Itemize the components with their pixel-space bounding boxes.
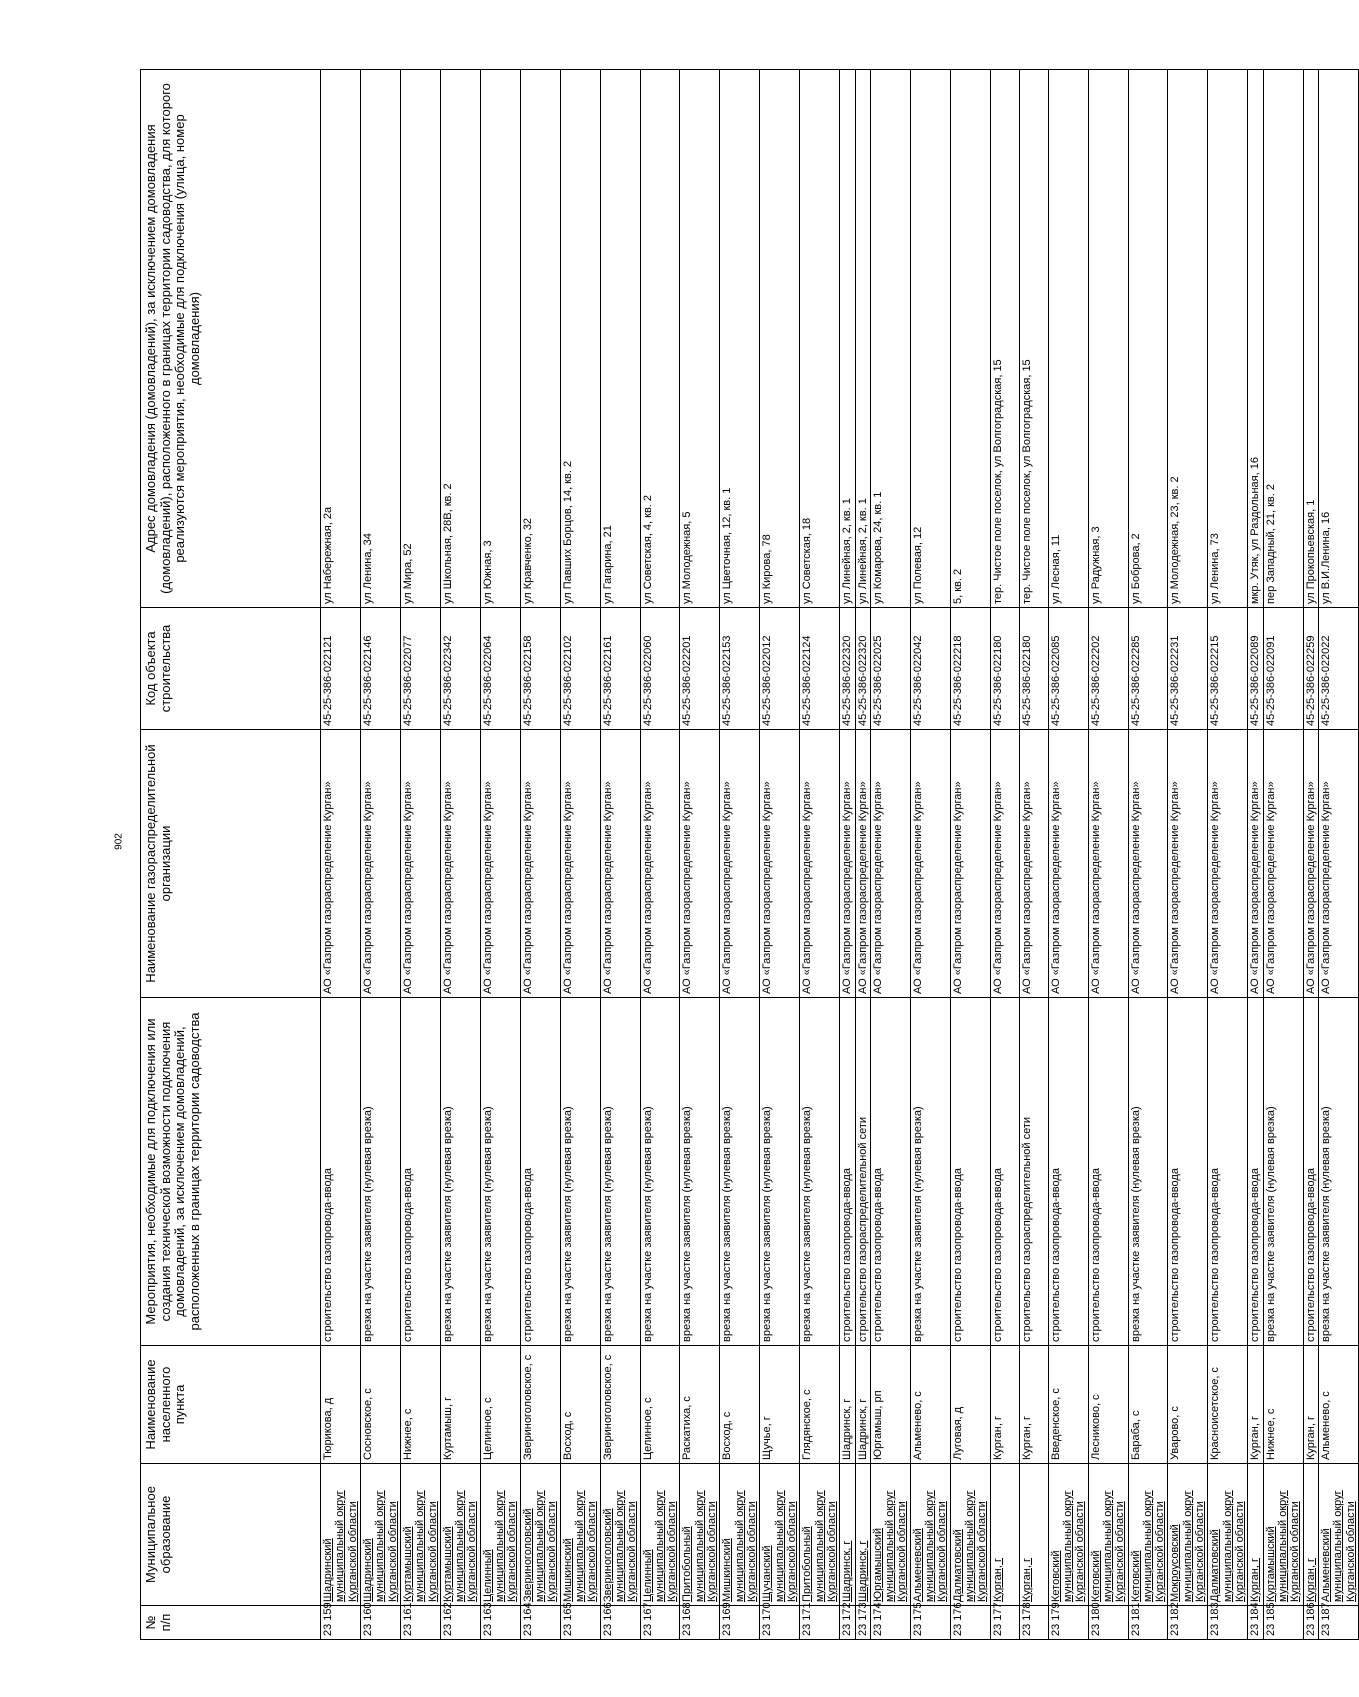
address-cell: тер. Чистое поле поселок, ул Волгоградская, 15 bbox=[1019, 70, 1048, 608]
row-number-cell: 23 165 bbox=[560, 1606, 600, 1640]
code-cell: 45-25-386-022231 bbox=[1168, 608, 1208, 730]
code-cell: 45-25-386-022085 bbox=[1048, 608, 1088, 730]
event-cell: строительство газопровода-ввода bbox=[520, 998, 560, 1346]
row-number-cell: 23 172 bbox=[840, 1606, 855, 1640]
event-cell: врезка на участке заявителя (нулевая врезка) bbox=[1263, 998, 1303, 1346]
address-cell: мкр. Утяк, ул Раздольная, 16 bbox=[1248, 70, 1263, 608]
address-cell: ул Гагарина, 21 bbox=[600, 70, 640, 608]
row-number-cell: 23 181 bbox=[1128, 1606, 1168, 1640]
org-cell: АО «Газпром газораспределение Курган» bbox=[800, 730, 840, 998]
code-cell: 45-25-386-022025 bbox=[870, 608, 910, 730]
address-cell: ул Советская, 18 bbox=[800, 70, 840, 608]
code-cell: 45-25-386-022320 bbox=[840, 608, 855, 730]
table-row bbox=[855, 70, 870, 1640]
table-row bbox=[870, 70, 910, 1640]
table-row bbox=[1263, 70, 1303, 1640]
address-cell: ул Молодежная, 23, кв. 2 bbox=[1168, 70, 1208, 608]
row-number-cell: 23 168 bbox=[680, 1606, 720, 1640]
code-cell: 45-25-386-022060 bbox=[640, 608, 680, 730]
address-cell: тер. Чистое поле поселок, ул Волгоградская, 15 bbox=[990, 70, 1019, 608]
row-number-cell: 23 182 bbox=[1168, 1606, 1208, 1640]
code-cell: 45-25-386-022042 bbox=[910, 608, 950, 730]
address-cell: ул Ленина, 73 bbox=[1208, 70, 1248, 608]
row-number-cell: 23 173 bbox=[855, 1606, 870, 1640]
header-settlement: Наименование населенного пункта bbox=[141, 1346, 321, 1464]
code-cell: 45-25-386-022153 bbox=[720, 608, 760, 730]
table-row bbox=[840, 70, 855, 1640]
settlement-cell: Звериноголовское, с bbox=[520, 1346, 560, 1464]
event-cell: врезка на участке заявителя (нулевая врезка) bbox=[680, 998, 720, 1346]
code-cell: 45-25-386-022180 bbox=[1019, 608, 1048, 730]
address-cell: ул Школьная, 28В, кв. 2 bbox=[440, 70, 480, 608]
settlement-cell: Восход, с bbox=[720, 1346, 760, 1464]
municipality-cell: Куртамышский муниципальный округ Курганской области bbox=[400, 1464, 440, 1606]
settlement-cell: Уварово, с bbox=[1168, 1346, 1208, 1464]
event-cell: врезка на участке заявителя (нулевая врезка) bbox=[720, 998, 760, 1346]
header-org: Наименование газораспределительной организации bbox=[141, 730, 321, 998]
event-cell: строительство газопровода-ввода bbox=[1208, 998, 1248, 1346]
address-cell: ул Комарова, 24, кв. 1 bbox=[870, 70, 910, 608]
event-cell: врезка на участке заявителя (нулевая врезка) bbox=[640, 998, 680, 1346]
org-cell: АО «Газпром газораспределение Курган» bbox=[990, 730, 1019, 998]
org-cell: АО «Газпром газораспределение Курган» bbox=[1048, 730, 1088, 998]
municipality-cell: Мокроусовский муниципальный округ Курганской области bbox=[1168, 1464, 1208, 1606]
municipality-cell: Курган, г bbox=[1019, 1464, 1048, 1606]
org-cell: АО «Газпром газораспределение Курган» bbox=[910, 730, 950, 998]
municipality-cell: Целинный муниципальный округ Курганской области bbox=[640, 1464, 680, 1606]
event-cell: строительство газораспределительной сети bbox=[1019, 998, 1048, 1346]
table-row bbox=[1303, 70, 1318, 1640]
address-cell: ул Молодежная, 5 bbox=[680, 70, 720, 608]
settlement-cell: Звериноголовское, с bbox=[600, 1346, 640, 1464]
org-cell: АО «Газпром газораспределение Курган» bbox=[760, 730, 800, 998]
event-cell: врезка на участке заявителя (нулевая врезка) bbox=[440, 998, 480, 1346]
address-cell: ул Боброва, 2 bbox=[1128, 70, 1168, 608]
municipality-cell: Альменевский муниципальный округ Курганской области bbox=[1318, 1464, 1358, 1606]
address-cell: ул Радужная, 3 bbox=[1088, 70, 1128, 608]
event-cell: строительство газопровода-ввода bbox=[1088, 998, 1128, 1346]
settlement-cell: Раскатиха, с bbox=[680, 1346, 720, 1464]
address-cell: 5, кв. 2 bbox=[950, 70, 990, 608]
org-cell: АО «Газпром газораспределение Курган» bbox=[1248, 730, 1263, 998]
municipality-cell: Кетовский муниципальный округ Курганской области bbox=[1128, 1464, 1168, 1606]
table-row bbox=[1248, 70, 1263, 1640]
table-row bbox=[440, 70, 480, 1640]
row-number-cell: 23 171 bbox=[800, 1606, 840, 1640]
org-cell: АО «Газпром газораспределение Курган» bbox=[480, 730, 520, 998]
code-cell: 45-25-386-022158 bbox=[520, 608, 560, 730]
org-cell: АО «Газпром газораспределение Курган» bbox=[855, 730, 870, 998]
event-cell: строительство газораспределительной сети bbox=[855, 998, 870, 1346]
code-cell: 45-25-386-022180 bbox=[990, 608, 1019, 730]
table-row bbox=[520, 70, 560, 1640]
org-cell: АО «Газпром газораспределение Курган» bbox=[1088, 730, 1128, 998]
row-number-cell: 23 162 bbox=[440, 1606, 480, 1640]
row-number-cell: 23 185 bbox=[1263, 1606, 1303, 1640]
row-number-cell: 23 174 bbox=[870, 1606, 910, 1640]
municipality-cell: Щучанский муниципальный округ Курганской области bbox=[760, 1464, 800, 1606]
code-cell: 45-25-386-022285 bbox=[1128, 608, 1168, 730]
table-row bbox=[321, 70, 361, 1640]
code-cell: 45-25-386-022202 bbox=[1088, 608, 1128, 730]
row-number-cell: 23 175 bbox=[910, 1606, 950, 1640]
table-row bbox=[1019, 70, 1048, 1640]
municipality-cell: Целинный муниципальный округ Курганской области bbox=[480, 1464, 520, 1606]
org-cell: АО «Газпром газораспределение Курган» bbox=[440, 730, 480, 998]
page-number: 902 bbox=[113, 833, 125, 850]
header-event: Мероприятия, необходимые для подключения или создания технической возможности подключения домовладений, за исключением домовладений, расположенных в границах территории садоводства bbox=[141, 998, 321, 1346]
row-number-cell: 23 176 bbox=[950, 1606, 990, 1640]
org-cell: АО «Газпром газораспределение Курган» bbox=[360, 730, 400, 998]
event-cell: врезка на участке заявителя (нулевая врезка) bbox=[360, 998, 400, 1346]
code-cell: 45-25-386-022064 bbox=[480, 608, 520, 730]
event-cell: строительство газопровода-ввода bbox=[1248, 998, 1263, 1346]
row-number-cell: 23 170 bbox=[760, 1606, 800, 1640]
address-cell: ул Ленина, 34 bbox=[360, 70, 400, 608]
settlement-cell: Альменево, с bbox=[1318, 1346, 1358, 1464]
code-cell: 45-25-386-022012 bbox=[760, 608, 800, 730]
address-cell: пер Западный, 21, кв. 2 bbox=[1263, 70, 1303, 608]
municipality-cell: Далматовский муниципальный округ Курганской области bbox=[950, 1464, 990, 1606]
table-row bbox=[1318, 70, 1358, 1640]
row-number-cell: 23 177 bbox=[990, 1606, 1019, 1640]
municipality-cell: Кетовский муниципальный округ Курганской области bbox=[1088, 1464, 1128, 1606]
municipality-cell: Юргамышский муниципальный округ Курганской области bbox=[870, 1464, 910, 1606]
table-row bbox=[1128, 70, 1168, 1640]
row-number-cell: 23 169 bbox=[720, 1606, 760, 1640]
settlement-cell: Шадринск, г bbox=[840, 1346, 855, 1464]
table-header-row bbox=[141, 70, 321, 1640]
municipality-cell: Курган, г bbox=[1303, 1464, 1318, 1606]
table-row bbox=[560, 70, 600, 1640]
code-cell: 45-25-386-022146 bbox=[360, 608, 400, 730]
org-cell: АО «Газпром газораспределение Курган» bbox=[1263, 730, 1303, 998]
event-cell: врезка на участке заявителя (нулевая врезка) bbox=[1318, 998, 1358, 1346]
table-body bbox=[321, 70, 1359, 1640]
code-cell: 45-25-386-022102 bbox=[560, 608, 600, 730]
settlement-cell: Целинное, с bbox=[480, 1346, 520, 1464]
address-cell: ул Прокопьевская, 1 bbox=[1303, 70, 1318, 608]
address-cell: ул Линейная, 2, кв. 1 bbox=[855, 70, 870, 608]
code-cell: 45-25-386-022342 bbox=[440, 608, 480, 730]
table-row bbox=[480, 70, 520, 1640]
table-row bbox=[1048, 70, 1088, 1640]
code-cell: 45-25-386-022077 bbox=[400, 608, 440, 730]
address-cell: ул Советская, 4, кв. 2 bbox=[640, 70, 680, 608]
address-cell: ул Южная, 3 bbox=[480, 70, 520, 608]
org-cell: АО «Газпром газораспределение Курган» bbox=[560, 730, 600, 998]
org-cell: АО «Газпром газораспределение Курган» bbox=[1019, 730, 1048, 998]
header-code: Код объекта строительства bbox=[141, 608, 321, 730]
org-cell: АО «Газпром газораспределение Курган» bbox=[870, 730, 910, 998]
table-row bbox=[800, 70, 840, 1640]
code-cell: 45-25-386-022161 bbox=[600, 608, 640, 730]
address-cell: ул Павших Борцов, 14, кв. 2 bbox=[560, 70, 600, 608]
municipality-cell: Далматовский муниципальный округ Курганской области bbox=[1208, 1464, 1248, 1606]
municipality-cell: Звериноголовский муниципальный округ Курганской области bbox=[520, 1464, 560, 1606]
event-cell: врезка на участке заявителя (нулевая врезка) bbox=[800, 998, 840, 1346]
event-cell: строительство газопровода-ввода bbox=[1048, 998, 1088, 1346]
org-cell: АО «Газпром газораспределение Курган» bbox=[600, 730, 640, 998]
code-cell: 45-25-386-022121 bbox=[321, 608, 361, 730]
table-row bbox=[680, 70, 720, 1640]
table-row bbox=[640, 70, 680, 1640]
code-cell: 45-25-386-022215 bbox=[1208, 608, 1248, 730]
event-cell: строительство газопровода-ввода bbox=[870, 998, 910, 1346]
row-number-cell: 23 164 bbox=[520, 1606, 560, 1640]
header-municipality: Муниципальное образование bbox=[141, 1464, 321, 1606]
table-row bbox=[720, 70, 760, 1640]
row-number-cell: 23 160 bbox=[360, 1606, 400, 1640]
address-cell: ул Кирова, 78 bbox=[760, 70, 800, 608]
row-number-cell: 23 184 bbox=[1248, 1606, 1263, 1640]
table-row bbox=[1168, 70, 1208, 1640]
row-number-cell: 23 183 bbox=[1208, 1606, 1248, 1640]
municipality-cell: Альменевский муниципальный округ Курганской области bbox=[910, 1464, 950, 1606]
org-cell: АО «Газпром газораспределение Курган» bbox=[1128, 730, 1168, 998]
municipality-cell: Курган, г bbox=[1248, 1464, 1263, 1606]
org-cell: АО «Газпром газораспределение Курган» bbox=[321, 730, 361, 998]
code-cell: 45-25-386-022124 bbox=[800, 608, 840, 730]
event-cell: строительство газопровода-ввода bbox=[950, 998, 990, 1346]
code-cell: 45-25-386-022201 bbox=[680, 608, 720, 730]
municipality-cell: Притобольный муниципальный округ Курганской области bbox=[800, 1464, 840, 1606]
row-number-cell: 23 186 bbox=[1303, 1606, 1318, 1640]
municipality-cell: Шадринск, г bbox=[855, 1464, 870, 1606]
settlement-cell: Красноисетское, с bbox=[1208, 1346, 1248, 1464]
row-number-cell: 23 166 bbox=[600, 1606, 640, 1640]
event-cell: врезка на участке заявителя (нулевая врезка) bbox=[480, 998, 520, 1346]
event-cell: строительство газопровода-ввода bbox=[400, 998, 440, 1346]
table-row bbox=[1088, 70, 1128, 1640]
address-cell: ул Кравченко, 32 bbox=[520, 70, 560, 608]
header-address: Адрес домовладения (домовладений), за исключением домовладения (домовладений), расположенного в границах территории садоводства, для которого реализуются мероприятия, необходимые для подключения (улица, номер домовладения) bbox=[141, 70, 321, 608]
municipality-cell: Притобольный муниципальный округ Курганской области bbox=[680, 1464, 720, 1606]
rotated-table-wrapper bbox=[140, 70, 1357, 1640]
code-cell: 45-25-386-022089 bbox=[1248, 608, 1263, 730]
settlement-cell: Нижнее, с bbox=[400, 1346, 440, 1464]
org-cell: АО «Газпром газораспределение Курган» bbox=[720, 730, 760, 998]
org-cell: АО «Газпром газораспределение Курган» bbox=[400, 730, 440, 998]
row-number-cell: 23 159 bbox=[321, 1606, 361, 1640]
table-row bbox=[400, 70, 440, 1640]
row-number-cell: 23 163 bbox=[480, 1606, 520, 1640]
settlement-cell: Куртамыш, г bbox=[440, 1346, 480, 1464]
code-cell: 45-25-386-022218 bbox=[950, 608, 990, 730]
org-cell: АО «Газпром газораспределение Курган» bbox=[840, 730, 855, 998]
address-cell: ул Цветочная, 12, кв. 1 bbox=[720, 70, 760, 608]
settlement-cell: Альменево, с bbox=[910, 1346, 950, 1464]
org-cell: АО «Газпром газораспределение Курган» bbox=[950, 730, 990, 998]
settlement-cell: Лесниково, с bbox=[1088, 1346, 1128, 1464]
settlement-cell: Курган, г bbox=[1019, 1346, 1048, 1464]
municipality-cell: Шадринский муниципальный округ Курганской области bbox=[360, 1464, 400, 1606]
municipality-cell: Звериноголовский муниципальный округ Курганской области bbox=[600, 1464, 640, 1606]
table-row bbox=[910, 70, 950, 1640]
address-cell: ул Лесная, 11 bbox=[1048, 70, 1088, 608]
municipality-cell: Мишкинский муниципальный округ Курганской области bbox=[560, 1464, 600, 1606]
event-cell: строительство газопровода-ввода bbox=[990, 998, 1019, 1346]
settlement-cell: Курган, г bbox=[1303, 1346, 1318, 1464]
row-number-cell: 23 180 bbox=[1088, 1606, 1128, 1640]
org-cell: АО «Газпром газораспределение Курган» bbox=[520, 730, 560, 998]
municipality-cell: Мишкинский муниципальный округ Курганской области bbox=[720, 1464, 760, 1606]
settlement-cell: Бараба, с bbox=[1128, 1346, 1168, 1464]
event-cell: строительство газопровода-ввода bbox=[1303, 998, 1318, 1346]
settlement-cell: Юргамыш, рп bbox=[870, 1346, 910, 1464]
event-cell: строительство газопровода-ввода bbox=[1168, 998, 1208, 1346]
org-cell: АО «Газпром газораспределение Курган» bbox=[1318, 730, 1358, 998]
row-number-cell: 23 187 bbox=[1318, 1606, 1358, 1640]
org-cell: АО «Газпром газораспределение Курган» bbox=[1168, 730, 1208, 998]
settlement-cell: Тюрикова, д bbox=[321, 1346, 361, 1464]
municipality-cell: Куртамышский муниципальный округ Курганской области bbox=[1263, 1464, 1303, 1606]
table-row bbox=[1208, 70, 1248, 1640]
org-cell: АО «Газпром газораспределение Курган» bbox=[640, 730, 680, 998]
table-row bbox=[360, 70, 400, 1640]
row-number-cell: 23 167 bbox=[640, 1606, 680, 1640]
code-cell: 45-25-386-022259 bbox=[1303, 608, 1318, 730]
municipality-cell: Кетовский муниципальный округ Курганской области bbox=[1048, 1464, 1088, 1606]
code-cell: 45-25-386-022022 bbox=[1318, 608, 1358, 730]
org-cell: АО «Газпром газораспределение Курган» bbox=[680, 730, 720, 998]
address-cell: ул В.И.Ленина, 16 bbox=[1318, 70, 1358, 608]
settlement-cell: Восход, с bbox=[560, 1346, 600, 1464]
event-cell: строительство газопровода-ввода bbox=[840, 998, 855, 1346]
settlement-cell: Шадринск, г bbox=[855, 1346, 870, 1464]
settlement-cell: Курган, г bbox=[990, 1346, 1019, 1464]
data-table bbox=[140, 69, 1359, 1640]
row-number-cell: 23 161 bbox=[400, 1606, 440, 1640]
address-cell: ул Линейная, 2, кв. 1 bbox=[840, 70, 855, 608]
code-cell: 45-25-386-022091 bbox=[1263, 608, 1303, 730]
row-number-cell: 23 179 bbox=[1048, 1606, 1088, 1640]
settlement-cell: Целинное, с bbox=[640, 1346, 680, 1464]
address-cell: ул Набережная, 2а bbox=[321, 70, 361, 608]
code-cell: 45-25-386-022320 bbox=[855, 608, 870, 730]
address-cell: ул Мира, 52 bbox=[400, 70, 440, 608]
table-row bbox=[760, 70, 800, 1640]
event-cell: врезка на участке заявителя (нулевая врезка) bbox=[560, 998, 600, 1346]
event-cell: врезка на участке заявителя (нулевая врезка) bbox=[600, 998, 640, 1346]
settlement-cell: Нижнее, с bbox=[1263, 1346, 1303, 1464]
event-cell: строительство газопровода-ввода bbox=[321, 998, 361, 1346]
address-cell: ул Полевая, 12 bbox=[910, 70, 950, 608]
settlement-cell: Введенское, с bbox=[1048, 1346, 1088, 1464]
settlement-cell: Курган, г bbox=[1248, 1346, 1263, 1464]
org-cell: АО «Газпром газораспределение Курган» bbox=[1303, 730, 1318, 998]
municipality-cell: Куртамышский муниципальный округ Курганской области bbox=[440, 1464, 480, 1606]
event-cell: врезка на участке заявителя (нулевая врезка) bbox=[1128, 998, 1168, 1346]
municipality-cell: Курган, г bbox=[990, 1464, 1019, 1606]
table-row bbox=[600, 70, 640, 1640]
event-cell: врезка на участке заявителя (нулевая врезка) bbox=[910, 998, 950, 1346]
settlement-cell: Луговая, д bbox=[950, 1346, 990, 1464]
municipality-cell: Шадринский муниципальный округ Курганской области bbox=[321, 1464, 361, 1606]
settlement-cell: Щучье, г bbox=[760, 1346, 800, 1464]
org-cell: АО «Газпром газораспределение Курган» bbox=[1208, 730, 1248, 998]
settlement-cell: Глядянское, с bbox=[800, 1346, 840, 1464]
municipality-cell: Шадринск, г bbox=[840, 1464, 855, 1606]
row-number-cell: 23 178 bbox=[1019, 1606, 1048, 1640]
header-num: № п/п bbox=[141, 1606, 321, 1640]
settlement-cell: Сосновское, с bbox=[360, 1346, 400, 1464]
event-cell: врезка на участке заявителя (нулевая врезка) bbox=[760, 998, 800, 1346]
table-row bbox=[990, 70, 1019, 1640]
table-row bbox=[950, 70, 990, 1640]
